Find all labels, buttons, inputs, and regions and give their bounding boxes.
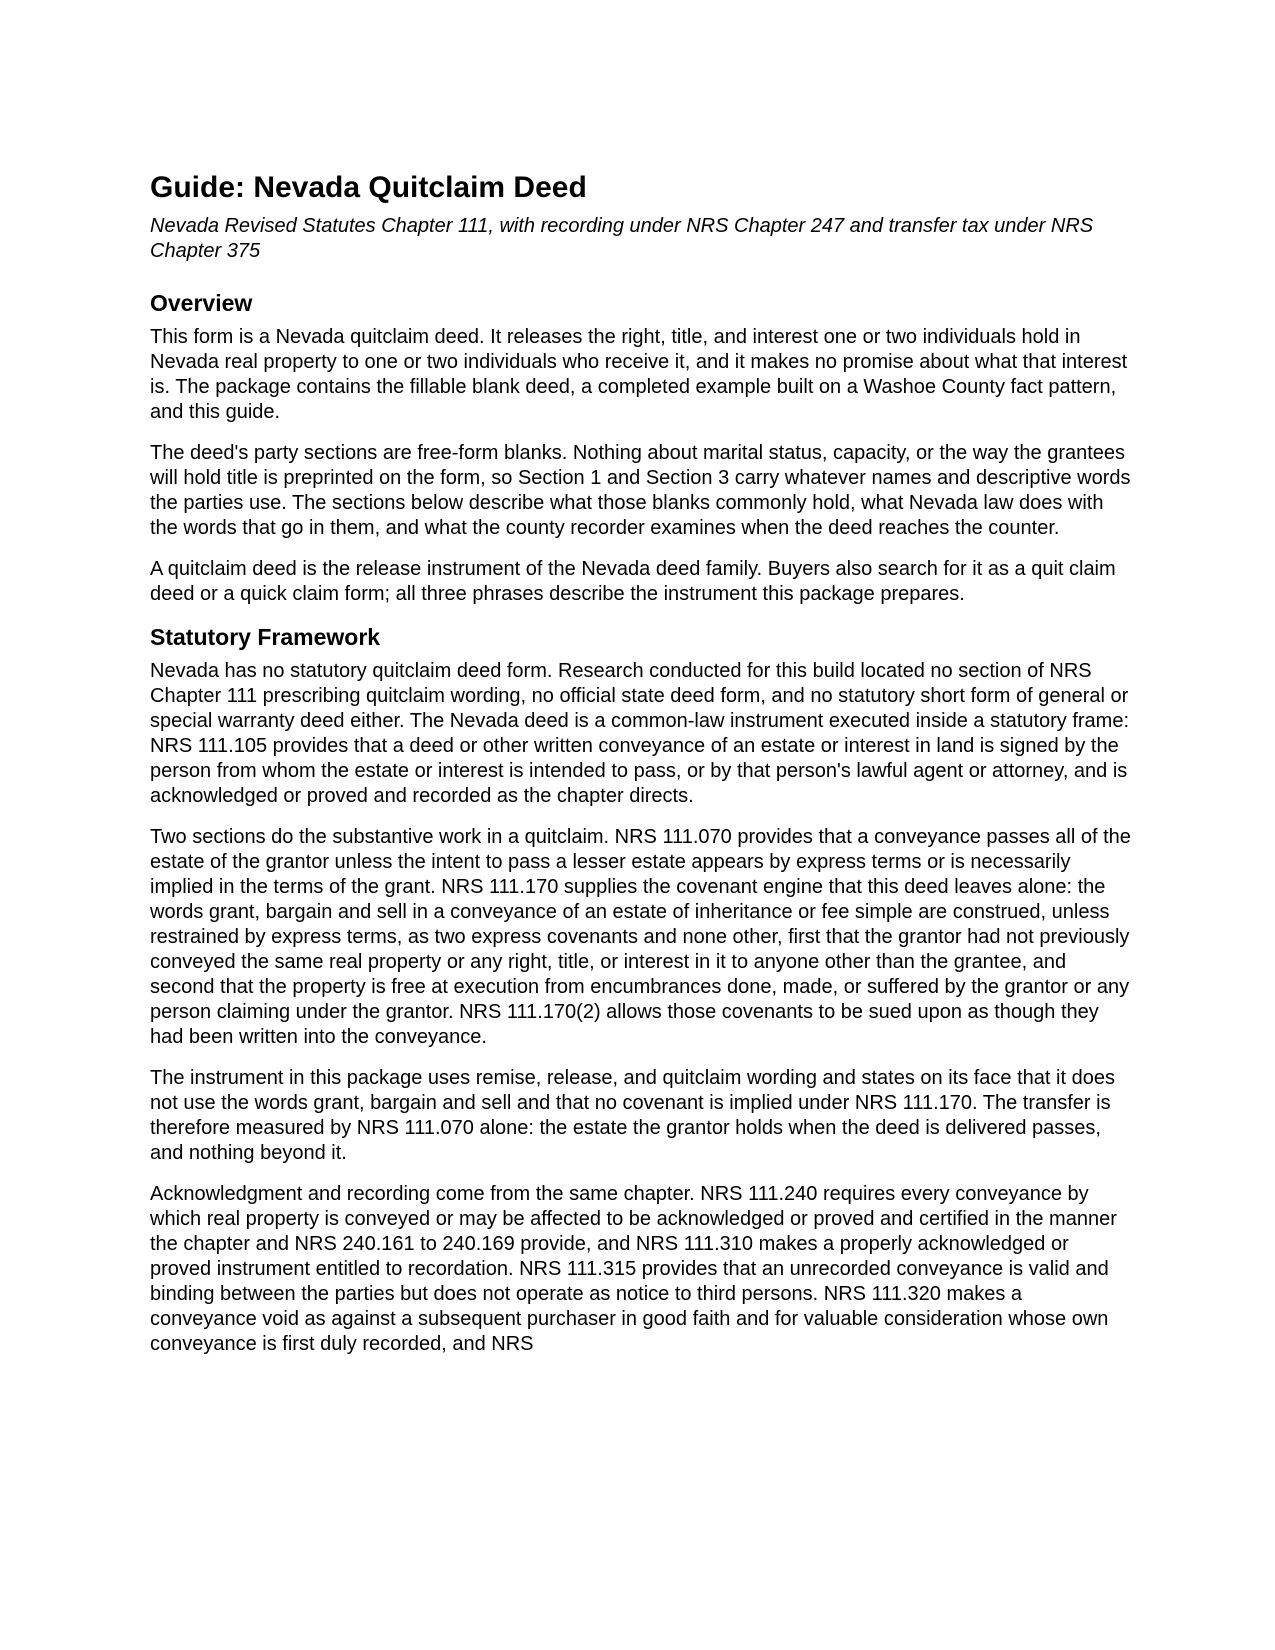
paragraph: A quitclaim deed is the release instrument of the Nevada deed family. Buyers also search for it as a quit claim deed or a quick claim form; all three phrases describe the instrument this package prepares. (150, 558, 1116, 605)
paragraph: The deed's party sections are free-form blanks. Nothing about marital status, capacity, or the way the grantees will hold title is preprinted on the form, so Section 1 and Section 3 carry whatever names and descriptive words the parties use. The sections below describe what those blanks commonly hold, what Nevada law does with the words that go in them, and what the county recorder examines when the deed reaches the counter. (150, 442, 1131, 539)
section-heading: Overview (150, 290, 253, 316)
paragraph: The instrument in this package uses remise, release, and quitclaim wording and states on its face that it does not use the words grant, bargain and sell and that no covenant is implied under NRS 111.170. The transfer is therefore measured by NRS 111.070 alone: the estate the grantor holds when the deed is delivered passes, and nothing beyond it. (150, 1067, 1115, 1164)
section-heading: Statutory Framework (150, 624, 381, 650)
section-statutory-framework (150, 623, 1132, 1357)
section-overview (150, 289, 1132, 607)
paragraph: Nevada has no statutory quitclaim deed form. Research conducted for this build located no section of NRS Chapter 111 prescribing quitclaim wording, no official state deed form, and no statutory short form of general or special warranty deed either. The Nevada deed is a common-law instrument executed inside a statutory frame: NRS 111.105 provides that a deed or other written conveyance of an estate or interest in land is signed by the person from whom the estate or interest is intended to pass, or by that person's lawful agent or attorney, and is acknowledged or proved and recorded as the chapter directs. (150, 660, 1130, 807)
paragraph: Two sections do the substantive work in a quitclaim. NRS 111.070 provides that a conveyance passes all of the estate of the grantor unless the intent to pass a lesser estate appears by express terms or is necessarily implied in the terms of the grant. NRS 111.170 supplies the covenant engine that this deed leaves alone: the words grant, bargain and sell in a conveyance of an estate of inheritance or fee simple are construed, unless restrained by express terms, as two express covenants and none other, first that the grantor had not previously conveyed the same real property or any right, title, or interest in it to anyone other than the grantee, and second that the property is free at execution from encumbrances done, made, or suffered by the grantor or any person claiming under the grantor. NRS 111.170(2) allows those covenants to be sued upon as though they had been written into the conveyance. (150, 826, 1131, 1048)
document-title: Guide: Nevada Quitclaim Deed (150, 171, 587, 204)
document-subtitle: Nevada Revised Statutes Chapter 111, with recording under NRS Chapter 247 and transfer tax under NRS Chapter 375 (150, 215, 1094, 262)
paragraph: Acknowledgment and recording come from the same chapter. NRS 111.240 requires every conveyance by which real property is conveyed or may be affected to be acknowledged or proved and certified in the manner the chapter and NRS 240.161 to 240.169 provide, and NRS 111.310 makes a properly acknowledged or proved instrument entitled to recordation. NRS 111.315 provides that an unrecorded conveyance is valid and binding between the parties but does not operate as notice to third persons. NRS 111.320 makes a conveyance void as against a subsequent purchaser in good faith and for valuable consideration whose own conveyance is first duly recorded, and NRS (150, 1183, 1117, 1355)
paragraph: This form is a Nevada quitclaim deed. It releases the right, title, and interest one or two individuals hold in Nevada real property to one or two individuals who receive it, and it makes no promise about what that interest is. The package contains the fillable blank deed, a completed example built on a Washoe County fact pattern, and this guide. (150, 326, 1128, 423)
document-page (150, 170, 1132, 1373)
